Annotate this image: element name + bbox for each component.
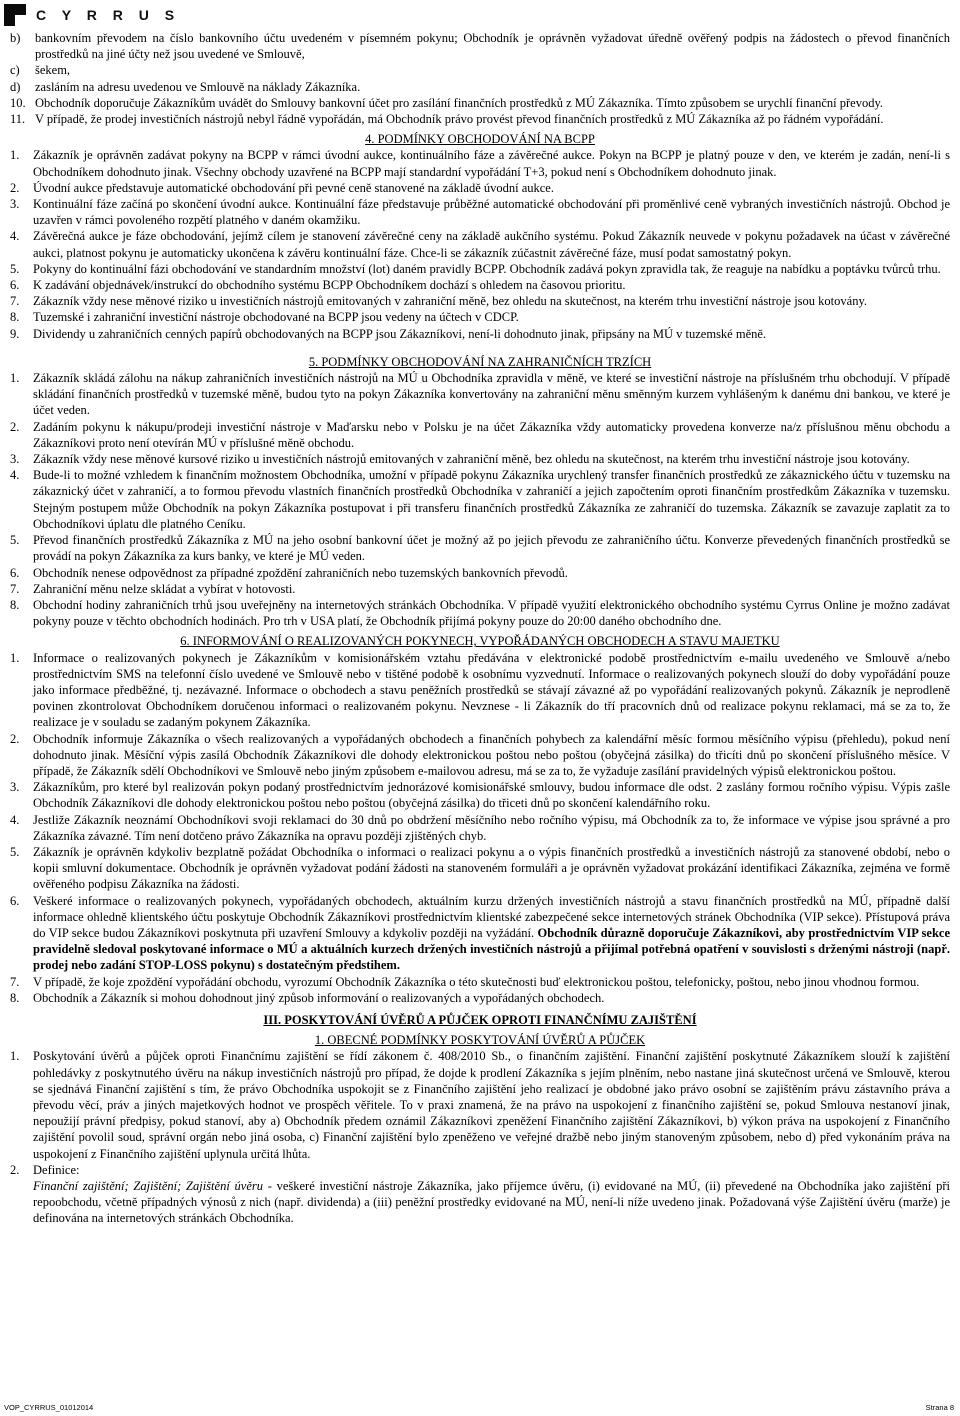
list-item: 8. Tuzemské i zahraniční investiční nástroje obchodované na BCPP jsou vedeny na účtech v CDCP.	[10, 310, 519, 325]
list-item: 5. Převod finančních prostředků Zákazníka z MÚ na jeho osobní bankovní účet je možný až po jejich převodu ze zahraničního účtu. Konverze převedených finančních prostředků se provádí na pokyn Zákazníka za kurs banky, ve které je MÚ veden.	[10, 533, 950, 564]
list-item: 1. Poskytování úvěrů a půjček oproti Finančnímu zajištění se řídí zákonem č. 408/2010 Sb., o finančním zajištění. Finanční zajištění poskytnuté Zákazníkem slouží k zajištění pohledávky z poskytnutého úvěru na nákup investičních nástrojů pro případ, že dojde k prodlení Zákazníka s jejím plněním, nebo nastane jiná skutečnost určená ve Smlouvě, kterou se sjednává Finanční zajištění s tím, že právo Obchodníka uspokojit se z Finančního zajištění jeho realizací je obdobné jako právo osobní se zajištěním právu zástavního práva a převodu věcí, práv a jiných majetkových hodnot ve prospěch věřitele. To v praxi znamená, že na právo na uspokojení z finančního zajištění se, pokud Smlouva nestanoví jinak, nepoužijí právní předpisy, pokud stanoví, aby a) Obchodník předem oznámil Zákazníkovi zpeněžení Finančního zajištění Zákazníkovi, b) výkon práva na uspokojení z Finančního zajištění povolil soud, správní orgán nebo jiná osoba, c) Finanční zajištění bylo zpeněženo ve veřejné dražbě nebo jiným stanoveným způsobem, nebo d) před vykonáním práva na uspokojení z Finančního zajištění uplynula určitá lhůta.	[10, 1049, 950, 1161]
section-4-heading: 4. PODMÍNKY OBCHODOVÁNÍ NA BCPP	[365, 132, 595, 147]
list-item: 2. Úvodní aukce představuje automatické obchodování při pevné ceně stanovené na základě úvodní aukce.	[10, 180, 554, 195]
list-item: 1. Informace o realizovaných pokynech je Zákazníkům v komisionářském vztahu předávána v elektronické podobě prostřednictvím e-mailu uvedeného ve Smlouvě a/nebo prostřednictvím SMS na telefonní číslo uvedené ve Smlouvě nebo v tištěné podobě k osobnímu vyzvednutí. Informace o realizovaných pokynech slouží do doby vypořádání pouze jako informace předběžné, tj. nezávazné. Informace o obchodech a stavu peněžních prostředků se stávají závazné až po vypořádání realizovaných pokynů. Zákazník je neprodleně povinen zkontrolovat Obchodníkem doručenou informaci o realizovaném pokynu. Nevznese - li Zákazník do tří pracovních dnů od realizace pokynu reklamaci, má se za to, že realizace je v souladu se zadaným pokynem Zákazníka.	[10, 650, 950, 730]
list-item: 6. Veškeré informace o realizovaných pokynech, vypořádaných obchodech, aktuálním kurzu držených investičních nástrojů a stavu finančních prostředků na MÚ, případně další informace ohledně klientského účtu poskytuje Obchodník Zákazníkovi prostřednictvím klientské zabezpečené sekce internetových stránek Obchodníka (VIP sekce). Přístupová práva do VIP sekce budou Zákazníkovi poskytnuta při uzavření Smlouvy a kdykoliv později na vyžádání. Obchodník důrazně doporučuje Zákazníkovi, aby prostřednictvím VIP sekce pravidelně sledoval poskytované informace o MÚ a aktuálních kurzech držených investičních nástrojů a přijímal potřebná opatření v souvislosti s drženými nástroji (např. prodej nebo zadání STOP-LOSS pokynu) s dostatečným předstihem.	[10, 893, 951, 973]
section-5-heading: 5. PODMÍNKY OBCHODOVÁNÍ NA ZAHRANIČNÍCH TRZÍCH	[308, 354, 652, 369]
list-item: 4. Závěrečná aukce je fáze obchodování, jejímž cílem je stanovení závěrečné ceny na základě aukčního systému. Pokud Zákazník neuvede v pokynu požadavek na účast v závěrečné aukci, platnost pokynu je automaticky ukončena k závěru kontinuální fáze. Chce-li se zákazník zúčastnit závěrečné fáze, musí podat samostatný pokyn.	[10, 229, 950, 260]
list-item: 3. Kontinuální fáze začíná po skončení úvodní aukce. Kontinuální fáze představuje průběžné automatické obchodování při proměnlivé ceně vybraných investičních nástrojů. Obchod je uzavřen v rámci povoleného rozpětí platného v daném okamžiku.	[10, 197, 950, 228]
list-item: 8. Obchodník a Zákazník si mohou dohodnout jiný způsob informování o realizovaných a vypořádaných obchodech.	[10, 990, 605, 1005]
list-item: 1. Zákazník je oprávněn zadávat pokyny na BCPP v rámci úvodní aukce, kontinuálního fáze a závěrečné aukce. Pokyn na BCPP je platný pouze v den, ve kterém je zadán, není-li s Obchodníkem dohodnuto jinak. Všechny obchody uzavřené na BCPP mají standardní vypořádání T+3, pokud není s Obchodníkem dohodnuto jinak.	[10, 148, 950, 179]
list-item-text: Veškeré informace o realizovaných pokynech, vypořádaných obchodech, aktuálním kurzu držených investičních nástrojů a stavu finančních prostředků na MÚ, případně další informace ohledně klientského účtu poskytuje Obchodník Zákazníkovi prostřednictvím klientské zabezpečené sekce internetových stránek Obchodníka (VIP sekce). Přístupová práva do VIP sekce budou Zákazníkovi poskytnuta při uzavření Smlouvy a kdykoliv později na vyžádání.	[33, 893, 950, 940]
definition-body: - veškeré investiční nástroje Zákazníka, jako příjemce úvěru, (i) evidované na MÚ, (ii) převedené na Obchodníka jako zajištění při repoobchodu, včetně případných výnosů z nich (např. dividenda) a (iii) peněžní prostředky evidované na MÚ, není-li níže uvedeno jinak. Požadovaná výše Zajištění úvěru (marže) je definována na internetových stránkách Obchodníka.	[33, 1179, 950, 1226]
list-item: 3. Zákazník vždy nese měnové kursové riziko u investičních nástrojů emitovaných v zahraniční měně, bez ohledu na skutečnost, na kterém trhu investiční nástroje jsou kotovány.	[10, 452, 910, 467]
intro-item-d: d) zasláním na adresu uvedenou ve Smlouvě na náklady Zákazníka.	[10, 79, 361, 94]
list-item: 2. Zadáním pokynu k nákupu/prodeji investiční nástroje v Maďarsku nebo v Polsku je na účet Zákazníka vždy automaticky provedena konverze na/z příslušnou měnu obchodu a Zákazníkovi proto není otevírán MÚ v příslušné měně obchodu.	[10, 419, 950, 450]
page-number: Strana 8	[925, 1403, 954, 1412]
intro-item-b: b) bankovním převodem na číslo bankovního účtu uvedeném v písemném pokynu; Obchodník je oprávněn vyžadovat úředně ověřený podpis na žádostech o převod finančních prostředků na jiné účty než jsou uvedené ve Smlouvě,	[10, 31, 950, 62]
list-item: 3. Zákazníkům, pro které byl realizován pokyn podaný prostřednictvím jednorázové komisionářské smlouvy, budou informace dle odst. 2 zaslány formou ročního výpisu. Výpis zašle Obchodník Zákazníkovi dle dohody elektronickou poštou nebo poštou (obyčejná zásilka) do třiceti dnů po skončení kalendářního roku.	[10, 780, 950, 811]
section-6-heading: 6. INFORMOVÁNÍ O REALIZOVANÝCH POKYNECH, VYPOŘÁDANÝCH OBCHODECH A STAVU MAJETKU	[180, 634, 780, 649]
list-item: 2. Obchodník informuje Zákazníka o všech realizovaných a vypořádaných obchodech a finančních pohybech za kalendářní měsíc formou měsíčního výpisu (přehledu), pokud není dohodnuto jinak. Měsíční výpis zasílá Obchodník Zákazníkovi dle dohody elektronickou poštou nebo poštou (obyčejná zásilka) do třicíti dnů po skončení příslušného měsíce. V případě, že Zákazník sdělí Obchodníkovi ve Smlouvě nebo jiným způsobem e-mailovou adresu, má se za to, že vyžaduje zasílání pravidelných výpisů elektronickou poštou.	[10, 731, 950, 778]
logo-mark-icon	[4, 4, 26, 26]
definition-text	[10, 1178, 950, 1227]
list-item: 2. Definice:	[10, 1162, 80, 1177]
list-item: 11. V případě, že prodej investičních nástrojů nebyl řádně vypořádán, má Obchodník právo provést převod finančních prostředků z MÚ Zákazníka až po řádném vypořádání.	[10, 112, 884, 127]
definition-term: Finanční zajištění; Zajištění; Zajištění úvěru	[33, 1179, 263, 1194]
page-footer	[4, 1400, 954, 1416]
list-item: 8. Obchodní hodiny zahraničních trhů jsou uveřejněny na internetových stránkách Obchodníka. V případě využití elektronického obchodního systému Cyrrus Online je možno zadávat pokyny pouze v těchto obchodních hodinách. Pro trh v USA platí, že Obchodník přijímá pokyny pouze do 20:00 daného obchodního dne.	[10, 597, 950, 629]
list-item: 5. Pokyny do kontinuální fázi obchodování ve standardním množství (lot) daném pravidly BCPP. Obchodník zadává pokyn zpravidla tak, že reaguje na nabídku a poptávku tvůrců trhu.	[10, 261, 941, 276]
intro-item-c: c) šekem,	[10, 63, 71, 78]
part-III-subheading: 1. OBECNÉ PODMÍNKY POSKYTOVÁNÍ ÚVĚRŮ A PŮJČEK	[314, 1033, 646, 1048]
list-item: 6. Obchodník nenese odpovědnost za případné zpoždění zahraničních nebo tuzemských bankovních převodů.	[10, 565, 568, 580]
document-code: VOP_CYRRUS_01012014	[4, 1403, 94, 1412]
list-item: 4. Jestliže Zákazník neoznámí Obchodníkovi svoji reklamaci do 30 dnů po obdržení měsíčního nebo ročního výpisu, má Obchodník za to, že informace ve výpise jsou správné a pro Zákazníka závazné. Tím není dotčeno právo Zákazníka na opravu později zjištěných chyb.	[10, 812, 950, 843]
bold-recommendation: Obchodník důrazně doporučuje Zákazníkovi, aby prostřednictvím VIP sekce pravidelně sledoval poskytované informace o MÚ a aktuálních kurzech držených investičních nástrojů a přijímal potřebná opatření v souvislosti s drženými nástroji (např. prodej nebo zadání STOP-LOSS pokynu) s dostatečným předstihem.	[33, 925, 951, 973]
list-item: 5. Zákazník je oprávněn kdykoliv bezplatně požádat Obchodníka o informaci o realizaci pokynu a o výpis finančních prostředků a investičních nástrojů za stanovené období, nebo o kopii smluvní dokumentace. Obchodník je oprávněn vyžadovat podání žádosti na stanoveném formuláři a je oprávněn vyžadovat prokázání identifikaci Zákazníka, zejména ve formě ověřeného podpisu Zákazníka na žádosti.	[10, 844, 950, 892]
company-logo	[4, 4, 180, 26]
list-item: 10. Obchodník doporučuje Zákazníkům uvádět do Smlouvy bankovní účet pro zasílání finančních prostředků z MÚ Zákazníka. Tímto způsobem se urychlí finanční převody.	[10, 95, 884, 110]
list-item: 7. Zákazník vždy nese měnové riziko u investičních nástrojů emitovaných v zahraniční měně, bez ohledu na skutečnost, na kterém trhu investiční nástroje jsou kotovány.	[10, 294, 868, 309]
list-item: 6. K zadávání objednávek/instrukcí do obchodního systému BCPP Obchodníkem dochází s ohledem na časovou prioritu.	[10, 278, 626, 293]
list-item: 4. Bude-li to možné vzhledem k finančním možnostem Obchodníka, umožní v případě pokynu Zákazníka urychlený transfer finančních prostředků ze zákaznického účtu v tuzemsku na zákaznický účet v zahraničí, a to formou převodu vlastních finančních prostředků Obchodníka v zahraničí a jejich započtením oproti finančním prostředkům Zákazníka v tuzemsku. Stejným postupem může Obchodník na pokyn Zákazníka postupovat i při transferu finančních prostředků Zákazníka ze zahraničí do tuzemska. Zákazník se zavazuje zaplatit za to Obchodníkovi úplatu dle platného Ceníku.	[10, 468, 950, 531]
list-item: 7. V případě, že koje zpoždění vypořádání obchodu, vyrozumí Obchodník Zákazníka o této skutečnosti buď elektronickou poštou, telefonicky, poštou, nebo jinou vhodnou formou.	[10, 974, 920, 989]
list-item: 1. Zákazník skládá zálohu na nákup zahraničních investičních nástrojů na MÚ u Obchodníka zpravidla v měně, ve které se investiční nástroje na příslušném trhu obchodují. V případě skládání finančních prostředků v tuzemské měně, budou tyto na pokyn Zákazníka konvertovány na zahraniční měnu směnným kurzem vyhlášeným k danému dni bankou, ve které je účet veden.	[10, 371, 950, 418]
part-III-heading: III. POSKYTOVÁNÍ ÚVĚRŮ A PŮJČEK OPROTI FINANČNÍMU ZAJIŠTĚNÍ	[263, 1012, 697, 1027]
list-item: 9. Dividendy u zahraničních cenných papírů obchodovaných na BCPP jsou Zákazníkovi, není-li dohodnuto jinak, připsány na MÚ v tuzemské měně.	[10, 326, 767, 341]
list-item: 7. Zahraniční měnu nelze skládat a vybírat v hotovosti.	[10, 581, 296, 596]
logo-text: C Y R R U S	[36, 6, 181, 23]
document-body	[10, 30, 950, 1227]
